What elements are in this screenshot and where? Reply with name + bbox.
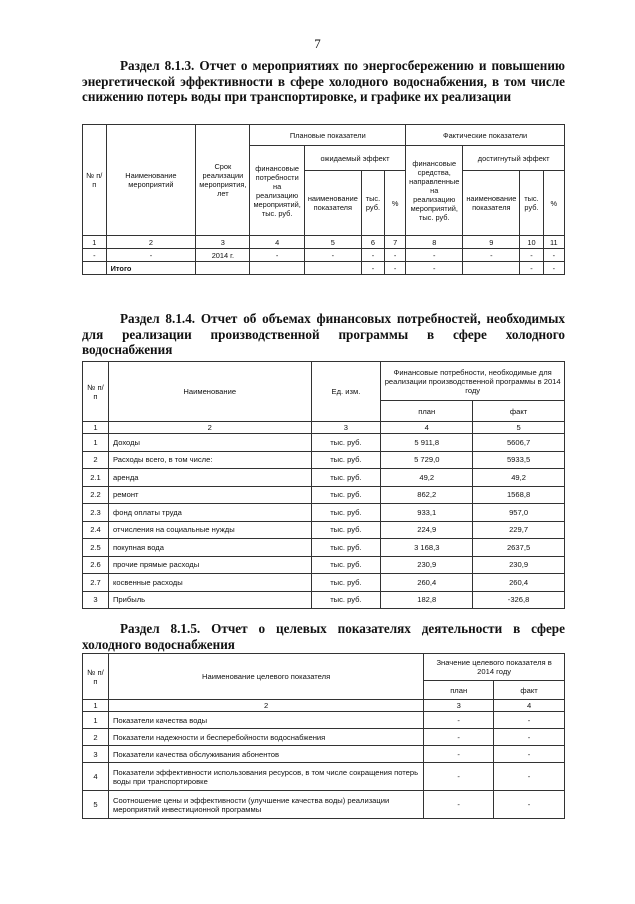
column-numbers-row: 1 2 3 4 5 bbox=[83, 422, 565, 434]
table-row: 1 Доходы тыс. руб. 5 911,8 5606,7 bbox=[83, 434, 565, 452]
col-num-header: № п/п bbox=[83, 362, 109, 422]
table-row: 3 Прибыль тыс. руб. 182,8 -326,8 bbox=[83, 591, 565, 609]
section-8-1-4-title: Раздел 8.1.4. Отчет об объемах финансовых потребностей, необходимых для реализации производственной программы в сфере холодного водоснабжения bbox=[82, 311, 565, 357]
column-numbers-row: 1 2 3 4 bbox=[83, 700, 565, 712]
col-name-header: Наименование целевого показателя bbox=[108, 654, 423, 700]
table-row: 2.1 аренда тыс. руб. 49,2 49,2 bbox=[83, 469, 565, 487]
table-row: 1 Показатели качества воды - - bbox=[83, 712, 565, 729]
actual-finance-header: финансовые средства, направленные на реализацию мероприятий, тыс. руб. bbox=[406, 146, 463, 236]
measures-table bbox=[82, 124, 565, 275]
financial-needs-header: Финансовые потребности, необходимые для реализации производственной программы в 2014 году bbox=[381, 362, 565, 401]
expected-effect-header: ожидаемый эффект bbox=[304, 146, 405, 171]
section-8-1-5-title: Раздел 8.1.5. Отчет о целевых показателях деятельности в сфере холодного водоснабжения bbox=[82, 621, 565, 652]
col-term-header: Срок реализации мероприятия, лет bbox=[196, 125, 250, 236]
plan-header: план bbox=[424, 681, 494, 700]
target-indicators-table bbox=[82, 653, 565, 819]
actual-effect-pct-header: % bbox=[543, 171, 564, 236]
planned-header: Плановые показатели bbox=[250, 125, 406, 146]
total-label: Итого bbox=[106, 262, 196, 275]
table-row: 2.2 ремонт тыс. руб. 862,2 1568,8 bbox=[83, 486, 565, 504]
col-num-header: № п/п bbox=[83, 125, 107, 236]
financial-needs-table bbox=[82, 361, 565, 609]
table-row: - - 2014 г. - - - - - - - - bbox=[83, 249, 565, 262]
table-row: 2 Показатели надежности и бесперебойности водоснабжения - - bbox=[83, 729, 565, 746]
table-row: 3 Показатели качества обслуживания абонентов - - bbox=[83, 746, 565, 763]
section-8-1-3-title: Раздел 8.1.3. Отчет о мероприятиях по энергосбережению и повышению энергетической эффективности в сфере холодного водоснабжения, в том числе снижению потерь воды при транспортировке, и графике их реализации bbox=[82, 58, 565, 104]
table-row: 5 Соотношение цены и эффективности (улучшение качества воды) реализации мероприятий инвестиционной программы - - bbox=[83, 791, 565, 819]
table-row: 4 Показатели эффективности использования ресурсов, в том числе сокращения потерь воды при транспортировке - - bbox=[83, 763, 565, 791]
col-name-header: Наименование мероприятий bbox=[106, 125, 196, 236]
actual-header: Фактические показатели bbox=[406, 125, 565, 146]
plan-effect-rub-header: тыс. руб. bbox=[361, 171, 384, 236]
table-row: 2.6 прочие прямые расходы тыс. руб. 230,9 230,9 bbox=[83, 556, 565, 574]
plan-effect-name-header: наименование показателя bbox=[304, 171, 361, 236]
actual-effect-name-header: наименование показателя bbox=[463, 171, 520, 236]
column-numbers-row: 1 2 3 4 5 6 7 8 9 10 11 bbox=[83, 236, 565, 249]
col-name-header: Наименование bbox=[108, 362, 311, 422]
fact-header: факт bbox=[473, 401, 565, 422]
total-row: Итого - - - - - bbox=[83, 262, 565, 275]
table-row: 2.5 покупная вода тыс. руб. 3 168,3 2637,5 bbox=[83, 539, 565, 557]
plan-effect-pct-header: % bbox=[385, 171, 406, 236]
achieved-effect-header: достигнутый эффект bbox=[463, 146, 565, 171]
target-value-header: Значение целевого показателя в 2014 году bbox=[424, 654, 565, 681]
plan-finance-header: финансовые потребности на реализацию мероприятий, тыс. руб. bbox=[250, 146, 304, 236]
plan-header: план bbox=[381, 401, 473, 422]
col-num-header: № п/п bbox=[83, 654, 109, 700]
fact-header: факт bbox=[494, 681, 565, 700]
table-row: 2.4 отчисления на социальные нужды тыс. руб. 224,9 229,7 bbox=[83, 521, 565, 539]
table-row: 2.3 фонд оплаты труда тыс. руб. 933,1 957,0 bbox=[83, 504, 565, 522]
col-unit-header: Ед. изм. bbox=[311, 362, 381, 422]
table-row: 2 Расходы всего, в том числе: тыс. руб. 5 729,0 5933,5 bbox=[83, 451, 565, 469]
page-number: 7 bbox=[314, 36, 321, 51]
actual-effect-rub-header: тыс. руб. bbox=[520, 171, 543, 236]
table-row: 2.7 косвенные расходы тыс. руб. 260,4 260,4 bbox=[83, 574, 565, 592]
